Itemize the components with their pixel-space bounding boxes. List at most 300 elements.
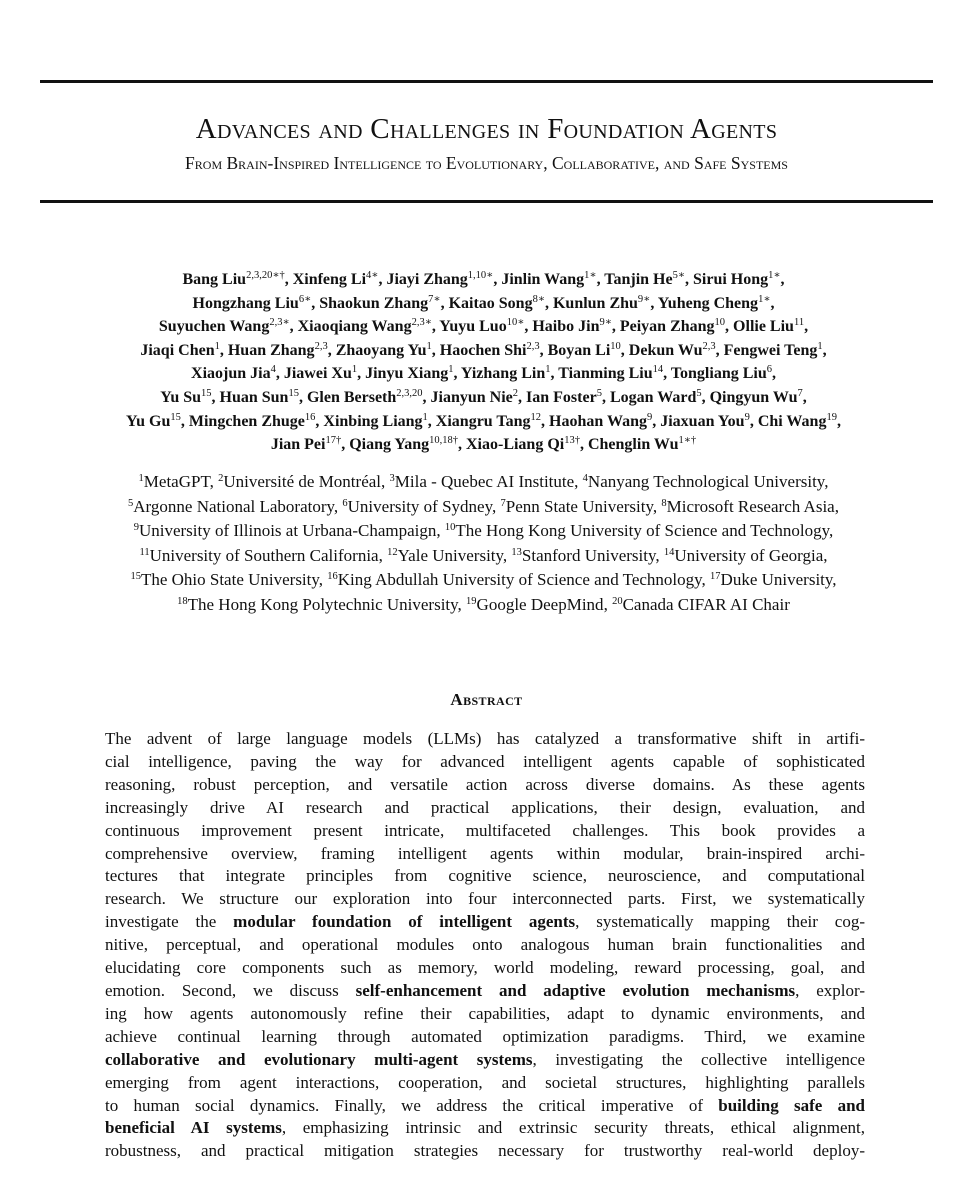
author-separator: , bbox=[715, 341, 724, 359]
affiliation-number: 14 bbox=[663, 546, 675, 558]
affiliation-separator: , bbox=[832, 570, 837, 590]
author bbox=[629, 342, 724, 359]
affiliation-name: Argonne National Laboratory bbox=[133, 496, 334, 516]
author-affiliation-marks: 2,3,20 bbox=[396, 387, 423, 399]
author bbox=[733, 318, 808, 335]
author-separator: , bbox=[275, 365, 284, 383]
affiliation-name: MetaGPT bbox=[143, 472, 210, 491]
author bbox=[323, 413, 435, 430]
author-affiliation-marks: 4∗ bbox=[366, 270, 379, 281]
author-separator: , bbox=[579, 436, 588, 454]
affiliation bbox=[390, 472, 583, 491]
author-line bbox=[20, 410, 947, 434]
author-name: Kaitao Song bbox=[448, 294, 533, 312]
author-affiliation-marks: 2 bbox=[512, 387, 519, 399]
author-separator: , bbox=[518, 388, 527, 406]
affiliation bbox=[664, 546, 828, 565]
affiliation-separator: , bbox=[457, 594, 467, 614]
abstract-text: reasoning, robust perception, and versatile action across diverse domains. As these agents bbox=[105, 774, 865, 794]
affiliation bbox=[612, 595, 790, 614]
author-name: Tianming Liu bbox=[558, 365, 653, 383]
abstract-line bbox=[105, 751, 865, 774]
author-separator: , bbox=[493, 271, 502, 288]
author bbox=[710, 389, 807, 406]
author-name: Tanjin He bbox=[604, 271, 673, 288]
affiliation-name: Yale University bbox=[397, 545, 503, 565]
affiliation-number: 20 bbox=[612, 595, 623, 607]
author-separator: , bbox=[211, 388, 220, 406]
affiliation bbox=[139, 546, 387, 565]
affiliation bbox=[583, 472, 829, 491]
abstract-text: ing how agents autonomously refine their capabilities, adapt to dynamic environments, and bbox=[105, 1003, 865, 1023]
author bbox=[461, 365, 558, 382]
abstract-text: increasingly drive AI research and practical applications, their design, evaluation, and bbox=[105, 797, 865, 817]
author-affiliation-marks: 1 bbox=[351, 364, 358, 376]
abstract-text: investigate the bbox=[105, 912, 234, 932]
abstract-heading: Abstract bbox=[450, 690, 523, 709]
author-line bbox=[20, 268, 947, 292]
abstract-line bbox=[105, 1117, 865, 1140]
author-separator: , bbox=[539, 341, 548, 359]
author bbox=[284, 365, 365, 382]
author-affiliation-marks: 2,3 bbox=[314, 340, 328, 352]
author-affiliation-marks: 12 bbox=[530, 411, 542, 423]
author-affiliation-marks: 2,3∗ bbox=[269, 317, 290, 329]
author-separator: , bbox=[284, 271, 293, 288]
author-separator: , bbox=[685, 271, 693, 288]
author-affiliation-marks: 1 bbox=[214, 340, 220, 352]
author bbox=[349, 436, 466, 453]
author-affiliation-marks: 2,3∗ bbox=[411, 317, 432, 329]
abstract-line bbox=[105, 1049, 865, 1072]
abstract-line bbox=[105, 1003, 865, 1026]
abstract-text: research. We structure our exploration into four interconnected parts. First, we systematically bbox=[105, 889, 865, 909]
author-name: Haibo Jin bbox=[532, 318, 600, 336]
author bbox=[193, 295, 320, 312]
author bbox=[126, 413, 189, 430]
affiliation-name: Duke University bbox=[720, 570, 833, 590]
author-separator: , bbox=[804, 318, 809, 336]
author-separator: , bbox=[822, 341, 827, 359]
author-name: Jianyun Nie bbox=[430, 388, 513, 406]
abstract-text: , emphasizing intrinsic and extrinsic security threats, ethical alignment, bbox=[281, 1118, 865, 1138]
author bbox=[558, 365, 671, 382]
affiliation-separator: , bbox=[603, 594, 613, 614]
author-affiliation-marks: 9∗ bbox=[599, 317, 612, 329]
author-name: Huan Sun bbox=[219, 388, 289, 406]
affiliation-number: 13 bbox=[511, 546, 522, 558]
author-name: Boyan Li bbox=[547, 341, 611, 359]
author-affiliation-marks: 8∗ bbox=[532, 293, 545, 305]
abstract-text: , explor- bbox=[795, 980, 865, 1000]
paper-title: Advances and Challenges in Foundation Agents bbox=[195, 113, 778, 145]
author-line bbox=[20, 292, 947, 316]
author-affiliation-marks: 15 bbox=[201, 387, 212, 399]
paper-subtitle: From Brain-Inspired Intelligence to Evolutionary, Collaborative, and Safe Systems bbox=[185, 153, 788, 173]
author-name: Jian Pei bbox=[270, 436, 326, 454]
author-name: Huan Zhang bbox=[227, 341, 315, 359]
affiliation-number: 19 bbox=[466, 595, 477, 607]
affiliation bbox=[661, 497, 839, 516]
author-name: Ollie Liu bbox=[733, 318, 794, 336]
author-line bbox=[20, 315, 947, 339]
author-affiliation-marks: 10∗ bbox=[506, 317, 525, 329]
affiliation bbox=[387, 546, 511, 565]
affiliation-number: 11 bbox=[139, 546, 150, 558]
affiliation-name: The Hong Kong Polytechnic University bbox=[187, 594, 458, 614]
author bbox=[182, 271, 292, 288]
author-name: Yu Su bbox=[160, 388, 202, 406]
author-affiliation-marks: 13† bbox=[564, 435, 580, 447]
author bbox=[588, 436, 696, 453]
author-line bbox=[20, 362, 947, 386]
affiliation-name: Nanyang Technological University bbox=[587, 472, 825, 491]
author-affiliation-marks: 7∗ bbox=[428, 293, 441, 305]
author bbox=[220, 389, 307, 406]
author-name: Sirui Hong bbox=[693, 271, 769, 288]
author bbox=[501, 271, 604, 288]
abstract-emphasis: modular foundation of intelligent agents bbox=[233, 912, 576, 932]
author-line bbox=[20, 339, 947, 363]
affiliation-number: 1 bbox=[138, 473, 144, 484]
author bbox=[160, 389, 219, 406]
author-separator: , bbox=[749, 412, 758, 430]
abstract-line bbox=[105, 820, 865, 843]
author-name: Xinfeng Li bbox=[292, 271, 367, 288]
abstract-emphasis: self-enhancement and adaptive evolution mechanisms bbox=[355, 980, 796, 1000]
affiliation-number: 18 bbox=[177, 595, 188, 607]
author-name: Ian Foster bbox=[526, 388, 597, 406]
author bbox=[604, 271, 693, 288]
affiliation bbox=[218, 472, 389, 491]
affiliation-number: 4 bbox=[582, 473, 588, 484]
affiliation-line bbox=[20, 568, 947, 593]
affiliation-name: Penn State University bbox=[505, 496, 653, 516]
author-name: Shaokun Zhang bbox=[319, 294, 429, 312]
abstract-line bbox=[105, 774, 865, 797]
abstract-text: , investigating the collective intelligence bbox=[532, 1049, 866, 1069]
abstract-text: comprehensive overview, framing intelligent agents within modular, brain-inspired archi- bbox=[105, 843, 865, 863]
author-separator: , bbox=[219, 341, 228, 359]
author-affiliation-marks: 1∗ bbox=[768, 270, 781, 281]
abstract-text: emerging from agent interactions, cooperation, and societal structures, highlighting parallels bbox=[105, 1072, 865, 1092]
author-separator: , bbox=[836, 412, 841, 430]
author bbox=[159, 318, 298, 335]
author-affiliation-marks: 10,18† bbox=[429, 435, 458, 447]
author-affiliation-marks: 2,3,20∗† bbox=[246, 270, 285, 281]
author bbox=[336, 342, 440, 359]
author-affiliation-marks: 15 bbox=[288, 387, 299, 399]
abstract-text: robustness, and practical mitigation strategies necessary for trustworthy real-world deploy- bbox=[105, 1141, 865, 1161]
author-affiliation-marks: 1∗ bbox=[584, 270, 597, 281]
affiliation-line bbox=[20, 495, 947, 520]
author-affiliation-marks: 1∗† bbox=[678, 435, 697, 447]
affiliation-separator: , bbox=[381, 472, 390, 491]
abstract-line bbox=[105, 911, 865, 934]
affiliation-number: 16 bbox=[327, 571, 338, 583]
author bbox=[189, 413, 324, 430]
author bbox=[191, 365, 284, 382]
author-separator: , bbox=[601, 388, 610, 406]
author bbox=[228, 342, 336, 359]
author-name: Xiao-Liang Qi bbox=[465, 436, 565, 454]
author-name: Logan Ward bbox=[609, 388, 697, 406]
author-name: Xiangru Tang bbox=[435, 412, 531, 430]
author-affiliation-marks: 19 bbox=[826, 411, 837, 423]
author-separator: , bbox=[431, 318, 440, 336]
bottom-rule bbox=[40, 200, 933, 203]
author-name: Xiaoqiang Wang bbox=[297, 318, 412, 336]
author bbox=[293, 271, 387, 288]
author-affiliation-marks: 1 bbox=[422, 411, 428, 423]
abstract-line bbox=[105, 1140, 865, 1163]
author bbox=[671, 365, 776, 382]
author-separator: , bbox=[771, 365, 776, 383]
author-name: Qingyun Wu bbox=[709, 388, 798, 406]
affiliation-separator: , bbox=[701, 570, 711, 590]
affiliation-name: Google DeepMind bbox=[476, 594, 604, 614]
abstract-line bbox=[105, 728, 865, 751]
author-affiliation-marks: 14 bbox=[652, 364, 664, 376]
author-affiliation-marks: 1 bbox=[426, 340, 432, 352]
author bbox=[526, 389, 610, 406]
author-affiliation-marks: 10 bbox=[714, 317, 726, 329]
affiliation-number: 2 bbox=[218, 473, 224, 484]
affiliation-number: 12 bbox=[387, 546, 398, 558]
author-affiliation-marks: 1 bbox=[448, 364, 454, 376]
author-separator: , bbox=[596, 271, 605, 288]
affiliation bbox=[466, 595, 612, 614]
affiliation-line bbox=[20, 519, 947, 544]
author-name: Yu Gu bbox=[126, 412, 171, 430]
abstract-line bbox=[105, 865, 865, 888]
author bbox=[307, 389, 431, 406]
affiliation-separator: , bbox=[655, 545, 664, 565]
affiliation bbox=[134, 521, 445, 540]
author-affiliation-marks: 2,3 bbox=[526, 340, 540, 352]
author-separator: , bbox=[550, 365, 559, 383]
abstract-text: emotion. Second, we discuss bbox=[105, 980, 356, 1000]
affiliation-line bbox=[20, 470, 947, 495]
abstract-text: , systematically mapping their cog- bbox=[575, 912, 865, 932]
affiliation-name: Université de Montréal bbox=[223, 472, 382, 491]
author-name: Jinlin Wang bbox=[501, 271, 585, 288]
author-name: Hongzhang Liu bbox=[192, 294, 299, 312]
author-separator: , bbox=[770, 294, 775, 312]
abstract-emphasis: building safe and bbox=[718, 1095, 865, 1115]
abstract-line bbox=[105, 934, 865, 957]
affiliation-number: 6 bbox=[342, 497, 348, 509]
affiliation-number: 15 bbox=[130, 571, 141, 583]
affiliation-name: Microsoft Research Asia bbox=[666, 496, 835, 516]
author bbox=[271, 436, 349, 453]
author-affiliation-marks: 4 bbox=[270, 364, 276, 376]
author-name: Yizhang Lin bbox=[460, 365, 546, 383]
abstract-line bbox=[105, 797, 865, 820]
author bbox=[548, 342, 629, 359]
author bbox=[620, 318, 733, 335]
abstract-text: tectures that integrate principles from cognitive science, neuroscience, and computational bbox=[105, 866, 865, 886]
author-separator: , bbox=[663, 365, 671, 383]
affiliation-number: 8 bbox=[661, 497, 667, 509]
author-name: Chi Wang bbox=[757, 412, 827, 430]
author-name: Jiawei Xu bbox=[283, 365, 352, 383]
affiliation-name: King Abdullah University of Science and Technology bbox=[337, 570, 702, 590]
author-name: Tongliang Liu bbox=[670, 365, 767, 383]
author-separator: , bbox=[311, 294, 320, 312]
author-name: Xiaojun Jia bbox=[191, 365, 271, 383]
abstract-line bbox=[105, 888, 865, 911]
author-separator: , bbox=[327, 341, 336, 359]
affiliation-separator: , bbox=[318, 570, 328, 590]
affiliation-separator: , bbox=[209, 472, 219, 491]
author-separator: , bbox=[289, 318, 298, 336]
affiliation bbox=[500, 497, 661, 516]
abstract-line bbox=[105, 957, 865, 980]
author-affiliation-marks: 15 bbox=[170, 411, 181, 423]
abstract-text: The advent of large language models (LLMs) has catalyzed a transformative shift in artifi- bbox=[105, 729, 865, 748]
affiliation bbox=[511, 546, 663, 565]
author-separator: , bbox=[453, 365, 461, 383]
author-separator: , bbox=[802, 388, 807, 406]
author-affiliation-marks: 9 bbox=[646, 411, 653, 423]
author-separator: , bbox=[780, 271, 785, 288]
top-rule bbox=[40, 80, 933, 83]
affiliation-name: The Hong Kong University of Science and Technology bbox=[455, 521, 830, 541]
affiliation-list bbox=[20, 470, 947, 618]
affiliation-separator: , bbox=[824, 472, 829, 491]
abstract-emphasis: beneficial AI systems bbox=[105, 1118, 282, 1138]
author-separator: , bbox=[701, 388, 710, 406]
author-affiliation-marks: 6∗ bbox=[298, 293, 312, 305]
affiliation-name: University of Southern California bbox=[149, 545, 379, 565]
author-separator: , bbox=[298, 388, 307, 406]
author bbox=[466, 436, 588, 453]
author-separator: , bbox=[341, 436, 350, 454]
abstract-line bbox=[105, 1026, 865, 1049]
author-name: Dekun Wu bbox=[628, 341, 703, 359]
author-separator: , bbox=[611, 318, 620, 336]
abstract-body bbox=[105, 728, 865, 1163]
author-affiliation-marks: 1,10∗ bbox=[467, 270, 494, 281]
author bbox=[693, 271, 785, 288]
abstract-text: cial intelligence, paving the way for advanced intelligent agents capable of sophisticated bbox=[105, 751, 865, 771]
affiliation-name: Stanford University bbox=[521, 545, 656, 565]
author-separator: , bbox=[180, 412, 189, 430]
author bbox=[431, 389, 527, 406]
author-name: Mingchen Zhuge bbox=[188, 412, 305, 430]
affiliation bbox=[710, 570, 837, 589]
author-affiliation-marks: 5 bbox=[596, 387, 602, 399]
author-affiliation-marks: 2,3 bbox=[702, 340, 716, 352]
abstract-line bbox=[105, 980, 865, 1003]
author-affiliation-marks: 5 bbox=[696, 387, 702, 399]
author bbox=[724, 342, 827, 359]
affiliation-name: Mila - Quebec AI Institute bbox=[394, 472, 575, 491]
author-affiliation-marks: 9∗ bbox=[637, 293, 651, 305]
author-separator: , bbox=[440, 294, 449, 312]
affiliation bbox=[128, 497, 342, 516]
affiliation-number: 3 bbox=[389, 473, 395, 484]
author-name: Fengwei Teng bbox=[723, 341, 818, 359]
author bbox=[758, 413, 841, 430]
author-list bbox=[20, 268, 947, 457]
affiliation-separator: , bbox=[574, 472, 583, 491]
author-line bbox=[20, 386, 947, 410]
affiliation bbox=[445, 521, 833, 540]
author-separator: , bbox=[378, 271, 387, 288]
author bbox=[440, 342, 548, 359]
author-affiliation-marks: 10 bbox=[610, 340, 621, 352]
abstract-line bbox=[105, 843, 865, 866]
abstract-text: achieve continual learning through automated optimization paradigms. Third, we examine bbox=[105, 1026, 865, 1046]
author-name: Zhaoyang Yu bbox=[335, 341, 427, 359]
author-affiliation-marks: 1 bbox=[817, 340, 823, 352]
affiliation-number: 7 bbox=[500, 497, 506, 509]
author-affiliation-marks: 11 bbox=[793, 317, 805, 329]
author-name: Kunlun Zhu bbox=[552, 294, 638, 312]
author-separator: , bbox=[620, 341, 629, 359]
affiliation-number: 17 bbox=[710, 571, 721, 583]
author bbox=[658, 295, 775, 312]
author bbox=[436, 413, 549, 430]
affiliation-separator: , bbox=[829, 521, 834, 541]
affiliation-separator: , bbox=[436, 521, 445, 541]
author-name: Qiang Yang bbox=[349, 436, 430, 454]
author-name: Xinbing Liang bbox=[323, 412, 423, 430]
author-separator: , bbox=[544, 294, 553, 312]
affiliation-number: 9 bbox=[133, 522, 139, 534]
affiliation bbox=[130, 570, 327, 589]
affiliation-separator: , bbox=[502, 545, 512, 565]
abstract-text: to human social dynamics. Finally, we address the critical imperative of bbox=[105, 1095, 719, 1115]
author bbox=[549, 413, 660, 430]
affiliation bbox=[342, 497, 500, 516]
author-separator: , bbox=[457, 436, 466, 454]
affiliation-separator: , bbox=[491, 496, 501, 516]
author-separator: , bbox=[422, 388, 431, 406]
affiliation-name: University of Georgia bbox=[674, 545, 824, 565]
author-name: Suyuchen Wang bbox=[158, 318, 270, 336]
author bbox=[386, 271, 501, 288]
affiliation-separator: , bbox=[652, 496, 662, 516]
affiliation-separator: , bbox=[333, 496, 343, 516]
author-separator: , bbox=[725, 318, 734, 336]
abstract-text: elucidating core components such as memory, world modeling, reward processing, goal, and bbox=[105, 958, 865, 978]
affiliation-name: Canada CIFAR AI Chair bbox=[622, 594, 790, 614]
affiliation-number: 5 bbox=[128, 497, 134, 509]
abstract-line bbox=[105, 1072, 865, 1095]
author bbox=[298, 318, 440, 335]
affiliation-separator: , bbox=[834, 496, 839, 516]
author bbox=[365, 365, 461, 382]
author-name: Jiaqi Chen bbox=[140, 341, 215, 359]
affiliation-name: University of Illinois at Urbana-Champaign bbox=[138, 521, 437, 541]
abstract-line bbox=[105, 1095, 865, 1118]
author-affiliation-marks: 1 bbox=[545, 364, 551, 376]
affiliation-separator: , bbox=[378, 545, 388, 565]
author-affiliation-marks: 5∗ bbox=[672, 270, 685, 281]
affiliation-name: The Ohio State University bbox=[140, 570, 319, 590]
author-affiliation-marks: 17† bbox=[325, 435, 342, 447]
author bbox=[140, 342, 228, 359]
author-separator: , bbox=[650, 294, 658, 312]
author-affiliation-marks: 1∗ bbox=[758, 293, 771, 305]
affiliation-line bbox=[20, 544, 947, 569]
affiliation-name: University of Sydney bbox=[347, 496, 492, 516]
affiliation-line bbox=[20, 593, 947, 618]
author-separator: , bbox=[541, 412, 550, 430]
